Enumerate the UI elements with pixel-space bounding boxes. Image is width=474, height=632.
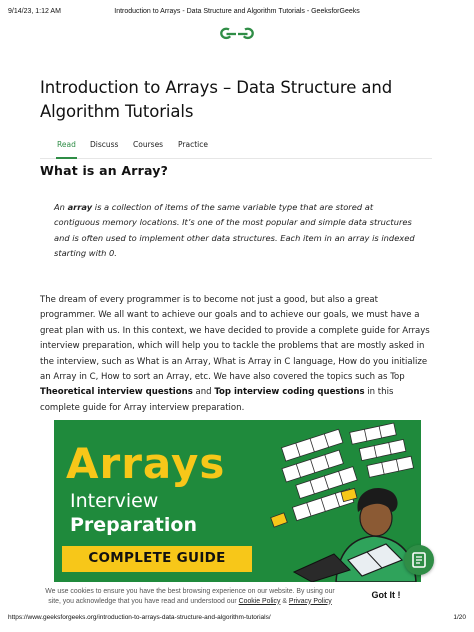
cookie-message: We use cookies to ensure you have the best browsing experience on our website. By using our site, you acknowledge that you have read and understood our xyxy=(45,588,335,605)
intro-text-2: in this complete guide for Array interview preparation. xyxy=(40,387,394,413)
print-page-title: Introduction to Arrays - Data Structure and Algorithm Tutorials - GeeksforGeeks xyxy=(114,8,360,15)
definition-term: array xyxy=(67,202,93,212)
book-icon xyxy=(404,545,434,575)
banner-line-preparation: Preparation xyxy=(70,514,197,536)
arrays-banner-image xyxy=(54,420,421,582)
banner-line-interview: Interview xyxy=(70,490,159,512)
intro-bold-coding: Top interview coding questions xyxy=(214,387,365,398)
cookie-amp: & xyxy=(282,597,287,605)
print-header xyxy=(8,8,466,20)
print-page-number: 1/20 xyxy=(453,614,466,621)
print-footer xyxy=(8,614,466,624)
intro-text-1: The dream of every programmer is to become not just a good, but also a great programmer. We all want to achieve our goals and to achieve our goals, we must have a great plan with us. In this context, we have decided to provide a complete guide for Arrays interview preparation, which will help you to tackle the problems that are mostly asked in the interview, such as What is an Array, What is Array in C language, How do you initialize an Array in C, How to sort an Array, etc. We have also covered the topics such as Top xyxy=(40,295,430,383)
banner-complete-guide xyxy=(62,546,252,572)
gfg-logo-icon[interactable] xyxy=(219,26,255,40)
tab-courses[interactable]: Courses xyxy=(133,140,164,149)
article-tabs xyxy=(40,139,432,159)
cookie-policy-link[interactable]: Cookie Policy xyxy=(238,597,281,605)
intro-bold-theoretical: Theoretical interview questions xyxy=(40,387,193,398)
banner-word: Arrays xyxy=(66,439,226,488)
floating-book-button[interactable] xyxy=(404,545,434,575)
print-url: https://www.geeksforgeeks.org/introduction-to-arrays-data-structure-and-algorithm-tutorials/ xyxy=(8,614,271,621)
tab-practice[interactable]: Practice xyxy=(178,140,208,149)
got-it-button[interactable]: Got It ! xyxy=(361,586,411,604)
student-illustration xyxy=(254,420,421,582)
article-title-line-1: Introduction to Arrays – Data Structure and xyxy=(40,78,393,97)
privacy-policy-link[interactable]: Privacy Policy xyxy=(288,597,332,605)
print-datetime: 9/14/23, 1:12 AM xyxy=(8,8,61,15)
article-title xyxy=(40,76,430,124)
definition-prefix: An xyxy=(54,202,65,212)
tab-read[interactable]: Read xyxy=(56,140,77,159)
intro-and: and xyxy=(195,387,212,398)
banner-complete-guide-label: COMPLETE GUIDE xyxy=(88,550,226,566)
intro-paragraph xyxy=(40,293,436,416)
cookie-consent-bar xyxy=(0,584,474,610)
array-definition xyxy=(54,200,420,262)
cookie-text xyxy=(40,587,340,606)
section-heading: What is an Array? xyxy=(40,163,169,178)
definition-text: is a collection of items of the same variable type that are stored at contiguous memory locations. It’s one of the most popular and simple data structures and is often used to implement other data structures. Each item in an array is indexed starting with 0. xyxy=(54,202,415,259)
article-title-line-2: Algorithm Tutorials xyxy=(40,102,194,121)
tab-discuss[interactable]: Discuss xyxy=(90,140,119,149)
